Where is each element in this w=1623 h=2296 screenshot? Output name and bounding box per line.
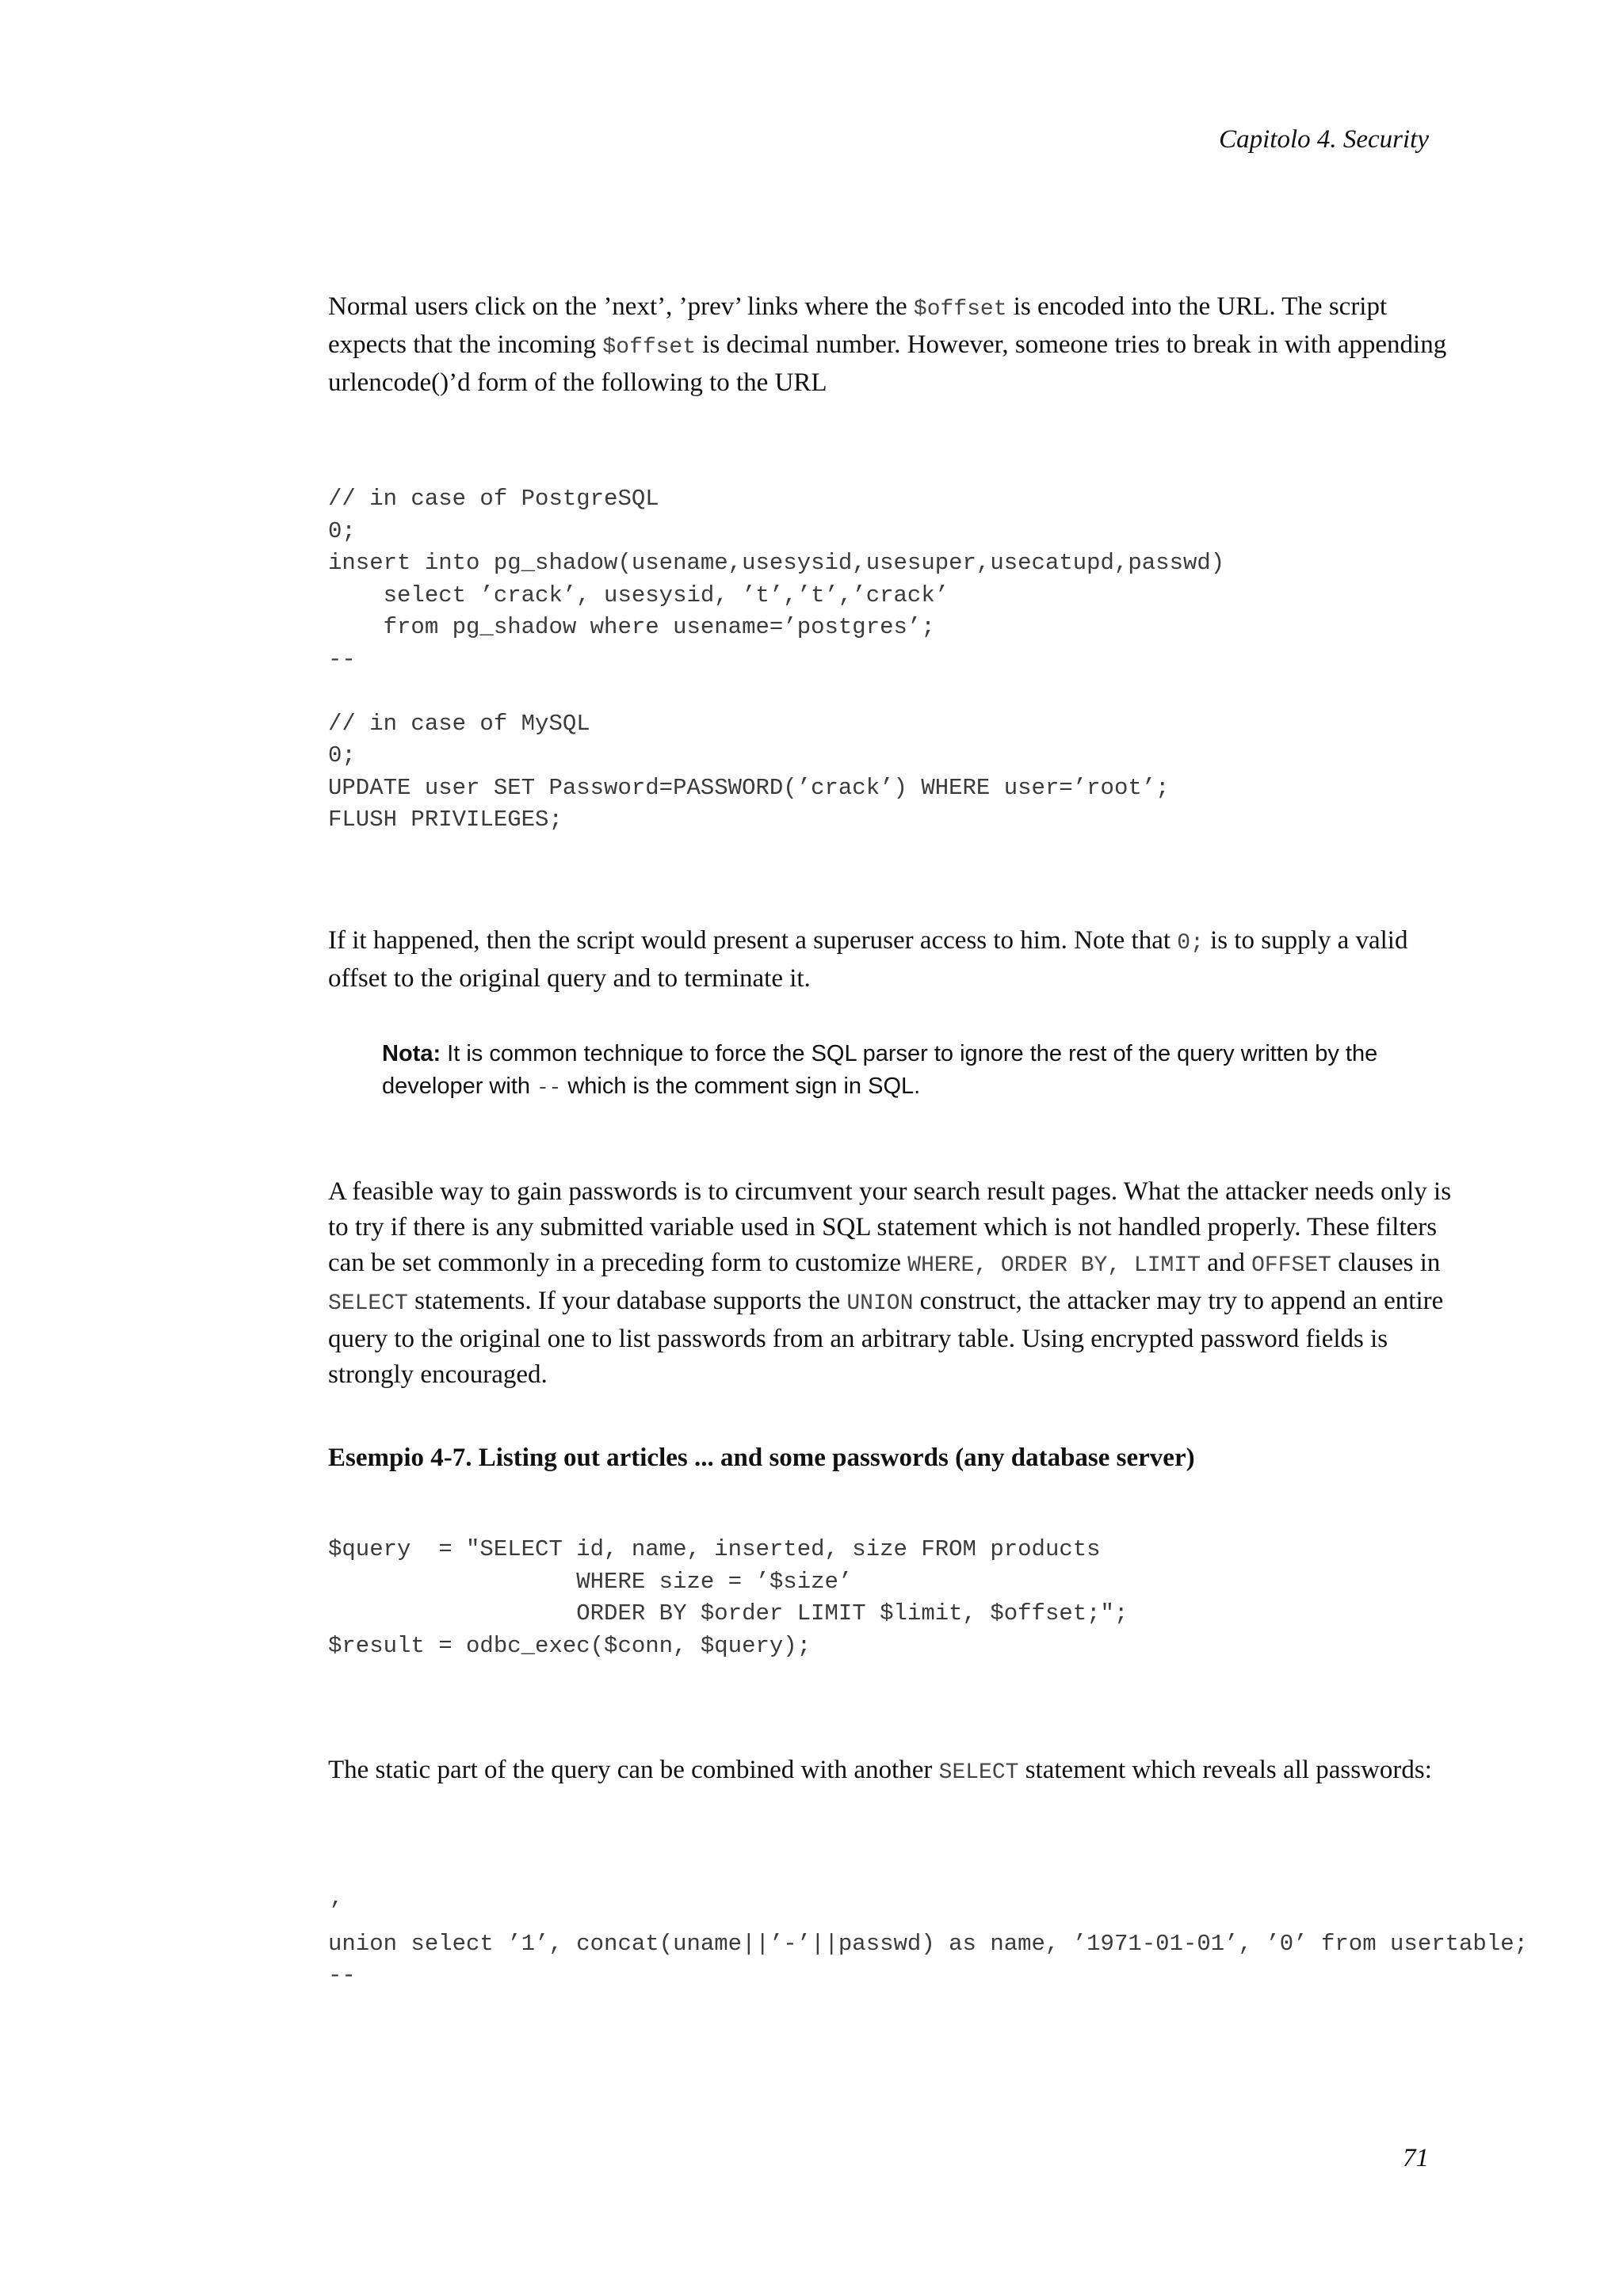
code-block-union: ’ union select ’1’, concat(uname||’-’||passwd) as name, ’1971-01-01’, ’0’ from usertable; -- [328,1898,1529,1989]
code-block-injection: // in case of PostgreSQL 0; insert into pg_shadow(usename,usesysid,usesuper,usecatupd,passwd) select ’crack’, usesysid, ’t’,’t’,’crack’ from pg_shadow where usename=’postgres’; -- // in case of MySQL 0; UPDATE user SET Password=PASSWORD(’crack’) WHERE user=’root’; FLUSH PRIVILEGES; [328,486,1225,833]
text-run: which is the comment sign in SQL. [561,1074,921,1099]
paragraph-superuser [328,923,1469,997]
text-run: clauses in [1331,1249,1441,1277]
text-run: is decimal number. However, someone tries to break in with appending urlencode()’d form of the following to the URL [328,330,1447,397]
inline-code: SELECT [938,1760,1019,1785]
text-run: is to supply a valid offset to the original query and to terminate it. [328,926,1408,993]
code-block-query: $query = "SELECT id, name, inserted, size FROM products WHERE size = ’$size’ ORDER BY $order LIMIT $limit, $offset;"; $result = odbc_exec($conn, $query); [328,1536,1128,1659]
page-number: 71 [1403,2144,1429,2172]
text-run: The static part of the query can be combined with another [328,1756,939,1784]
inline-code: UNION [846,1291,914,1316]
text-run: If it happened, then the script would present a superuser access to him. Note that [328,926,1178,955]
inline-code: -- [537,1076,562,1100]
inline-code: OFFSET [1251,1253,1331,1278]
text-run: Normal users click on the ’next’, ’prev’ links where the [328,292,914,321]
inline-code: SELECT [328,1291,408,1316]
paragraph-offset-intro [328,289,1469,401]
inline-code: $offset [602,335,697,360]
note-label: Nota: [382,1041,441,1066]
note-box [382,1038,1428,1104]
text-run: statements. If your database supports the [407,1287,847,1315]
inline-code: WHERE, ORDER BY, LIMIT [907,1253,1201,1278]
paragraph-static-part [328,1753,1469,1791]
chapter-header: Capitolo 4. Security [1219,125,1429,154]
example-title: Esempio 4-7. Listing out articles ... and some passwords (any database server) [328,1444,1195,1472]
text-run: construct, the attacker may try to append an entire query to the original one to list passwords from an arbitrary table. Using encrypted password fields is strongly encouraged. [328,1287,1444,1389]
text-run: and [1200,1249,1252,1277]
text-run: It is common technique to force the SQL parser to ignore the rest of the query written by the developer with [382,1041,1378,1099]
text-run: A feasible way to gain passwords is to circumvent your search result pages. What the attacker needs only is to try if there is any submitted variable used in SQL statement which is not handled properly. These filters can be set commonly in a preceding form to customize [328,1177,1452,1277]
inline-code: $offset [913,297,1007,322]
text-run: is encoded into the URL. The script expects that the incoming [328,292,1388,359]
inline-code: 0; [1177,931,1204,955]
paragraph-passwords [328,1174,1469,1393]
text-run: statement which reveals all passwords: [1018,1756,1432,1784]
